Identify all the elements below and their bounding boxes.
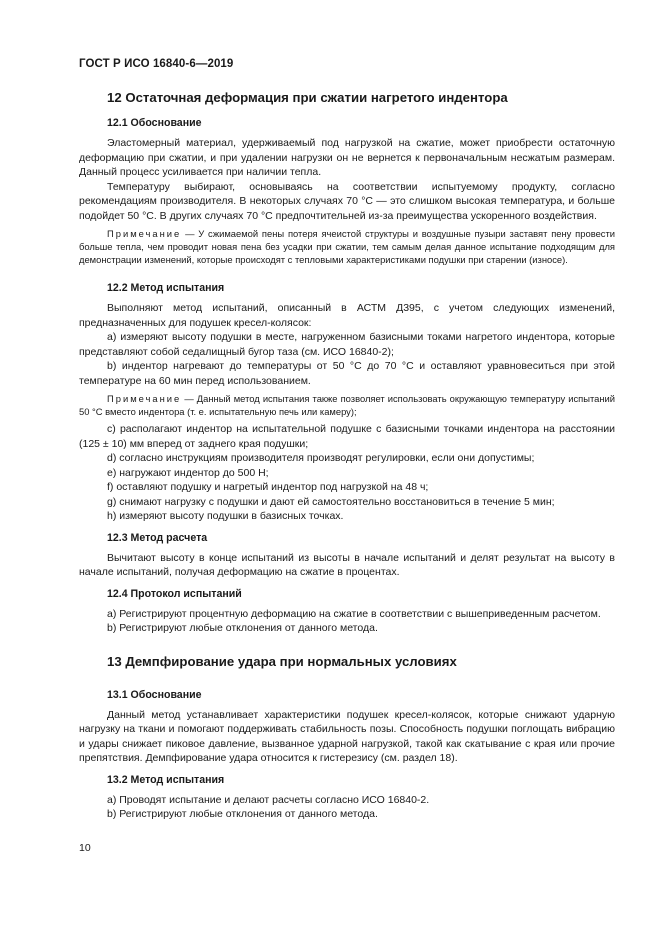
- section-12-title: 12 Остаточная деформация при сжатии нагретого индентора: [107, 90, 508, 105]
- note-label: Примечание: [107, 228, 182, 239]
- note: [79, 227, 615, 266]
- list-item: а) измеряют высоту подушки в месте, нагруженном базисными токами нагретого индентора, которые представляют собой седалищный бугор таза (см. ИСО 16840-2);: [79, 331, 615, 358]
- document-header: ГОСТ Р ИСО 16840-6—2019: [79, 58, 234, 70]
- subsection-13-1-title: 13.1 Обоснование: [107, 688, 202, 701]
- note: [79, 392, 615, 418]
- subsection-12-2-title: 12.2 Метод испытания: [107, 282, 225, 294]
- list-item: а) Регистрируют процентную деформацию на сжатие в соответствии с вышеприведенным расчетом.: [107, 607, 601, 620]
- paragraph: Температуру выбирают, основываясь на соответствии испытуемому продукту, согласно рекомендациям производителя. В некоторых случаях 70 °С — это слишком высокая температура, и больше подойдет 50 °С. В других случаях 70 °С предпочтительней из-за преимущества ускоренного воздействия.: [79, 180, 615, 222]
- list-item: с) располагают индентор на испытательной подушке с базисными точками индентора на расстоянии (125 ± 10) мм вперед от заднего края подушки;: [79, 423, 615, 450]
- section-13-title: 13 Демпфирование удара при нормальных условиях: [107, 653, 457, 669]
- note-label: Примечание: [107, 393, 182, 404]
- list-item: а) Проводят испытание и делают расчеты согласно ИСО 16840-2.: [107, 793, 430, 806]
- list-item: g) снимают нагрузку с подушки и дают ей самостоятельно восстановиться в течение 5 мин;: [107, 495, 555, 508]
- document-body: [79, 90, 615, 822]
- list-item: f) оставляют подушку и нагретый индентор под нагрузкой на 48 ч;: [107, 481, 429, 493]
- subsection-12-3-title: 12.3 Метод расчета: [107, 531, 208, 544]
- list-item: b) Регистрируют любые отклонения от данного метода.: [107, 808, 378, 820]
- page-number: 10: [79, 842, 91, 854]
- paragraph: Эластомерный материал, удерживаемый под нагрузкой на сжатие, может приобрести остаточную деформацию при сжатии, и при удалении нагрузки он не вернется к первоначальным несжатым размерам. Данный процесс усиливается при наличии тепла.: [79, 137, 615, 178]
- list-item: h) измеряют высоту подушки в базисных точках.: [107, 510, 344, 522]
- note-text: — Данный метод испытания также позволяет использовать окружающую температуру испытаний 50 °С вместо индентора (т. е. испытательную печь или камеру);: [79, 393, 615, 417]
- paragraph: Данный метод устанавливает характеристики подушек кресел-колясок, которые снижают ударную нагрузку на ткани и помогают поддерживать стабильность позы. Способность подушки поглощать вибрацию и удары снижает пиковое давление, вызванное ударной нагрузкой, такой как скатывание с края или прочие препятствия. Демпфирование удара относится к гистерезису (см. раздел 18).: [79, 708, 615, 764]
- list-item: е) нагружают индентор до 500 Н;: [107, 466, 269, 479]
- subsection-13-2-title: 13.2 Метод испытания: [107, 773, 225, 786]
- paragraph: Вычитают высоту в конце испытаний из высоты в начале испытаний и делят результат на высоту в начале испытаний, получая деформацию на сжатие в процентах.: [79, 551, 615, 578]
- list-item: d) согласно инструкциям производителя производят регулировки, если они допустимы;: [107, 452, 535, 464]
- list-item: b) Регистрируют любые отклонения от данного метода.: [107, 622, 378, 634]
- subsection-12-4-title: 12.4 Протокол испытаний: [107, 587, 242, 600]
- list-item: b) индентор нагревают до температуры от 50 °С до 70 °С и оставляют уравновеситься при этой температуре на 60 мин перед использованием.: [79, 360, 615, 387]
- note-text: — У сжимаемой пены потеря ячеистой структуры и воздушные пузыри заставят пену провести больше тепла, чем проводит новая пена без усадки при сжатии, тем самым делая данное испытание подходящим для демонстрации изменений, которые происходят с тепловыми характеристиками подушки при старении (износе).: [79, 228, 615, 265]
- paragraph: Выполняют метод испытаний, описанный в АСТМ Д395, с учетом следующих изменений, предназначенных для подушек кресел-колясок:: [79, 302, 615, 329]
- subsection-12-1-title: 12.1 Обоснование: [107, 117, 202, 129]
